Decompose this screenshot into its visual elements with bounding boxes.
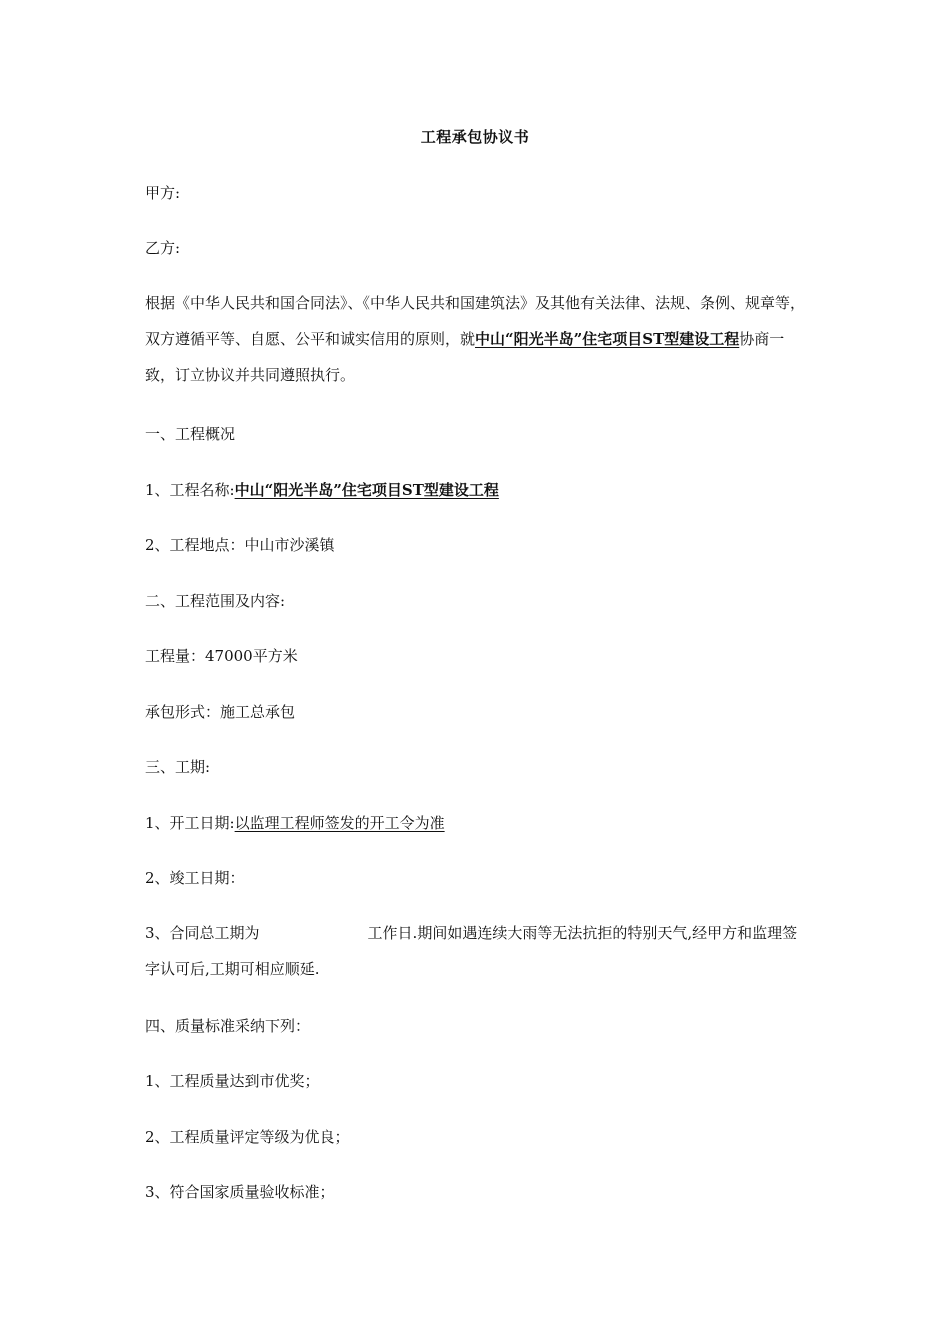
total-duration-lead: 3、合同总工期为 [145, 924, 260, 942]
party-b-label: 乙方: [145, 239, 181, 257]
project-name-label: 1、工程名称: [145, 481, 235, 499]
intro-project-name: 中山“阳光半岛”住宅项目ST型建设工程 [475, 330, 740, 348]
start-date-label: 1、开工日期: [145, 814, 235, 832]
quality-item: 3、符合国家质量验收标准； [145, 1183, 335, 1201]
section-4-heading: 四、质量标准采纳下列： [145, 1017, 311, 1035]
project-name-line [145, 480, 805, 500]
section-3-heading: 三、工期: [145, 758, 211, 776]
total-duration-tail: 工作日.期间如遇连续大雨等无法抗拒的特别天气,经甲方和监理签字认可后,工期可相应顺延. [145, 924, 798, 978]
project-location: 2、工程地点：中山市沙溪镇 [145, 536, 335, 554]
project-quantity: 工程量：47000平方米 [145, 647, 298, 665]
total-duration-paragraph [145, 915, 805, 987]
start-date-value: 以监理工程师签发的开工令为准 [234, 814, 445, 832]
contract-form: 承包形式：施工总承包 [145, 703, 296, 721]
intro-tail: 协商一致，订立协议并共同遵照执行。 [145, 330, 785, 384]
intro-paragraph [145, 285, 805, 393]
intro-lead: 根据《中华人民共和国合同法》、《中华人民共和国建筑法》及其他有关法律、法规、条例、规章等，双方遵循平等、自愿、公平和诚实信用的原则，就 [145, 294, 806, 348]
quality-item: 2、工程质量评定等级为优良； [145, 1128, 350, 1146]
party-a-label: 甲方: [145, 184, 181, 202]
section-1-heading: 一、工程概况 [145, 425, 236, 443]
project-name-value: 中山“阳光半岛”住宅项目ST型建设工程 [234, 481, 499, 499]
section-2-heading: 二、工程范围及内容: [145, 592, 286, 610]
quality-item: 1、工程质量达到市优奖； [145, 1072, 320, 1090]
end-date-line: 2、竣工日期： [145, 869, 245, 887]
start-date-line [145, 813, 805, 833]
document-title: 工程承包协议书 [420, 128, 530, 146]
